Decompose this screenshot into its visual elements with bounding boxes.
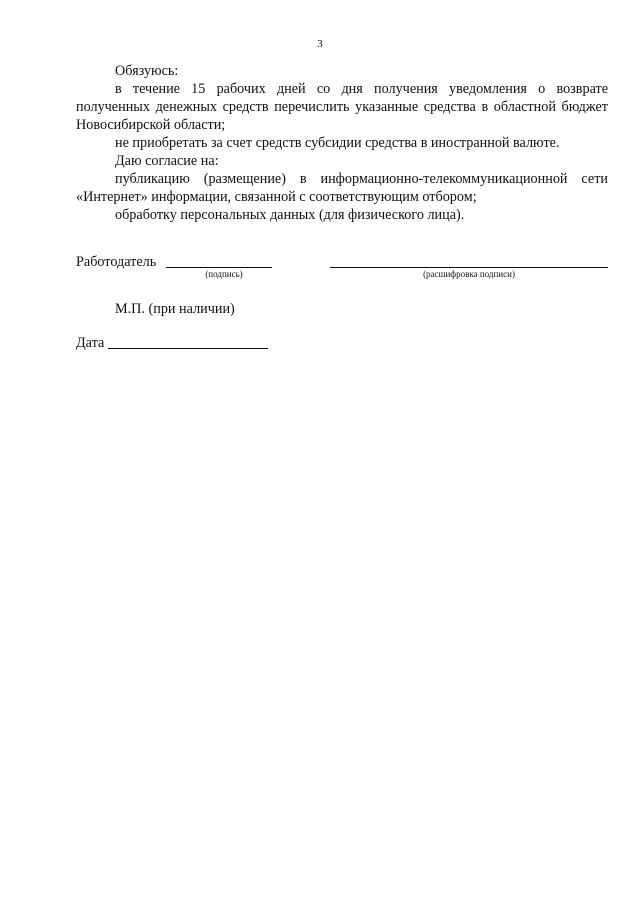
employer-label: Работодатель xyxy=(76,254,157,270)
paragraph-consent-personal-data: обработку персональных данных (для физического лица). xyxy=(115,207,465,223)
paragraph-return-funds: в течение 15 рабочих дней со дня получения уведомления о возврате полученных денежных средств перечислить указанные средства в областной бюджет Новосибирской области; xyxy=(76,81,608,133)
signature-decoding-caption: (расшифровка подписи) xyxy=(423,269,515,279)
signature-caption: (подпись) xyxy=(205,269,243,279)
page-number: 3 xyxy=(317,38,323,50)
stamp-placeholder: М.П. (при наличии) xyxy=(115,301,235,317)
paragraph-consent-publication: публикацию (размещение) в информационно-телекоммуникационной сети «Интернет» информации, связанной с соответствующим отбором; xyxy=(76,171,608,205)
document-body xyxy=(76,62,608,224)
paragraph-obligations-heading: Обязуюсь: xyxy=(115,63,179,79)
date-label: Дата xyxy=(76,335,105,351)
signature-decoding-line xyxy=(330,267,608,268)
date-line xyxy=(108,348,268,349)
signature-block xyxy=(76,253,608,289)
paragraph-no-foreign-currency: не приобретать за счет средств субсидии средства в иностранной валюте. xyxy=(115,135,560,151)
paragraph-consent-heading: Даю согласие на: xyxy=(115,153,219,169)
signature-line xyxy=(166,267,272,268)
